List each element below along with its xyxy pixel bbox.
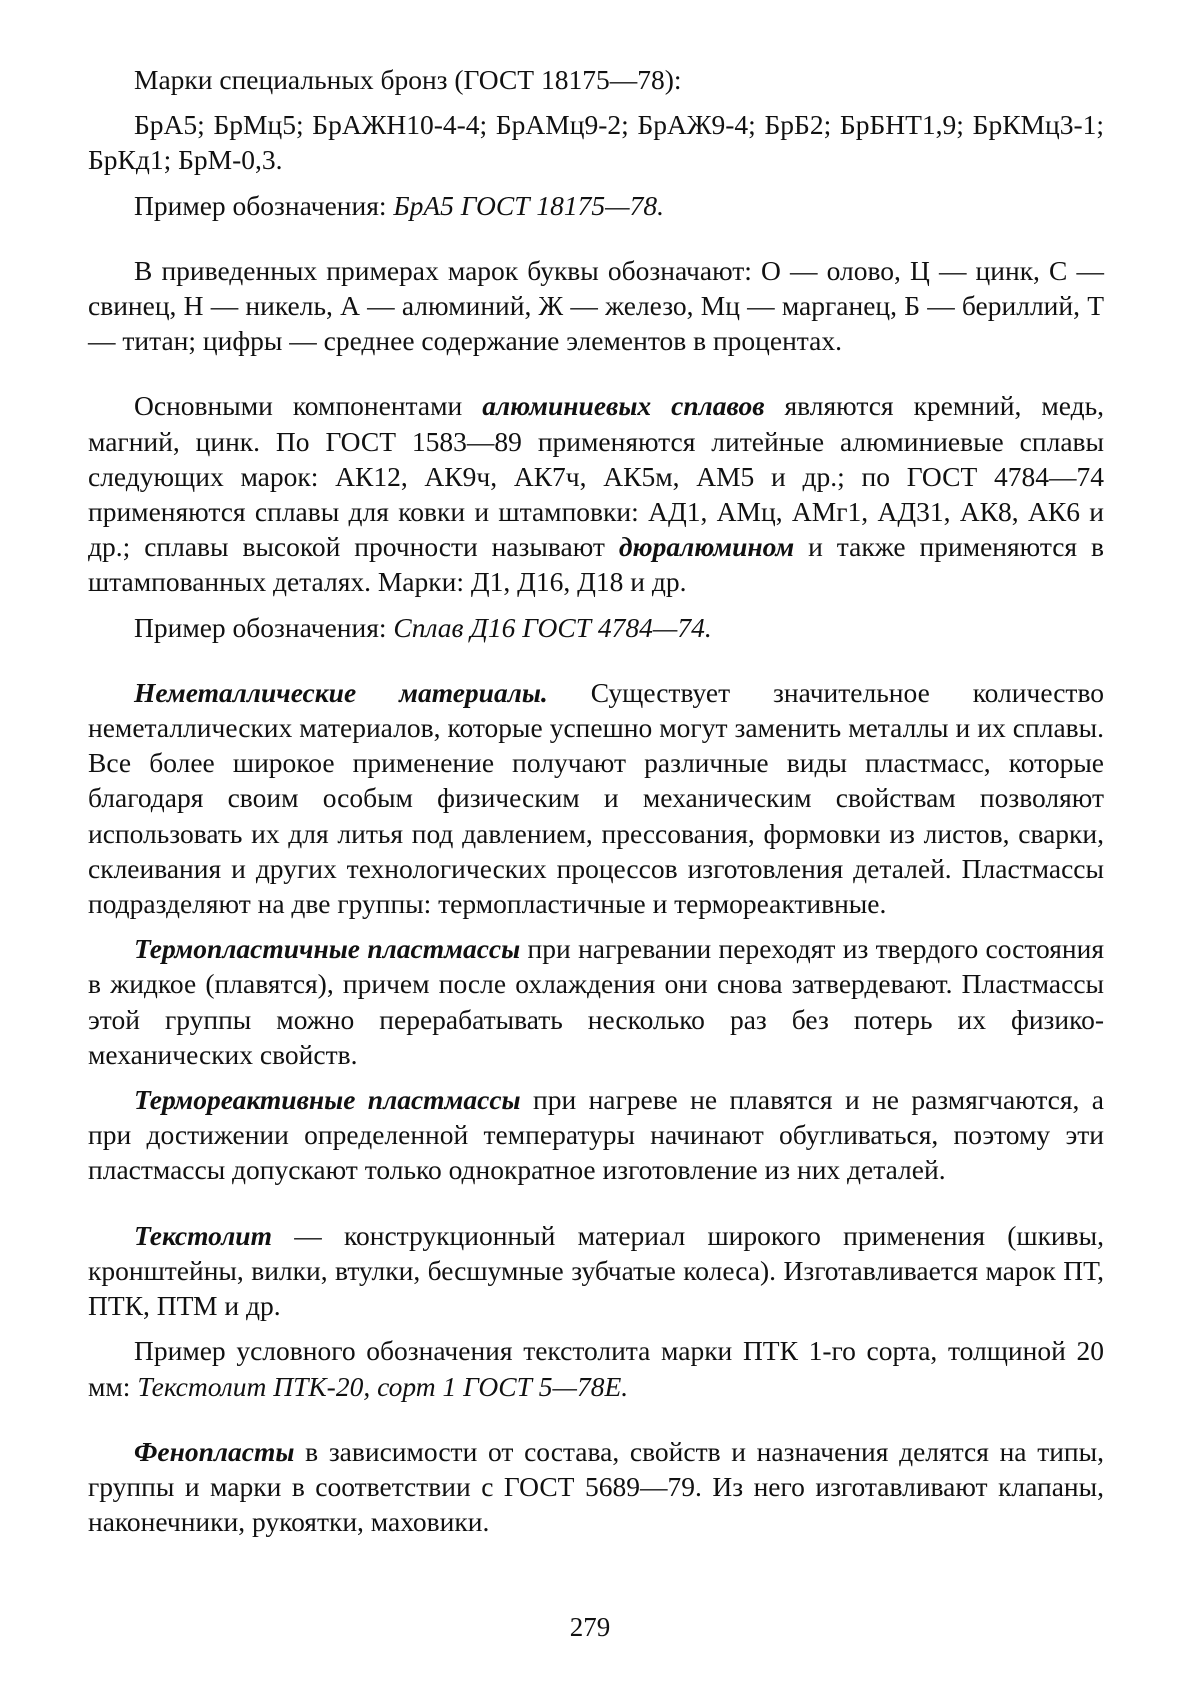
paragraph-letter-meanings: В приведенных примерах марок буквы обозначают: О — олово, Ц — цинк, С — свинец, Н — никель, А — алюминий, Ж — железо, Мц — марганец, Б — бериллий, Т — титан; цифры — среднее содержание элементов в процентах. [88, 254, 1104, 357]
paragraph-aluminium-alloys: Основными компонентами алюминиевых сплавов являются кремний, медь, магний, цинк. По ГОСТ 1583—89 применяются литейные алюминиевые сплавы следующих марок: АК12, АК9ч, АК7ч, АК5м, АМ5 и др.; по ГОСТ 4784—74 применяются сплавы для ковки и штамповки: АД1, АМц, АМг1, АД31, АК8, АК6 и др.; сплавы высокой прочности называют дюралюмином и также применяются в штампованных деталях. Марки: Д1, Д16, Д18 и др. [88, 390, 1104, 598]
paragraph-alloy-example: Пример обозначения: Сплав Д16 ГОСТ 4784—74. [134, 611, 712, 643]
paragraph-thermoplastics: Термопластичные пластмассы при нагревании переходят из твердого состояния в жидкое (плавятся), причем после охлаждения они снова затвердевают. Пластмассы этой группы можно перерабатывать несколько раз без потерь их физико-механических свойств. [88, 933, 1104, 1070]
page-body [88, 62, 1104, 1539]
paragraph-thermosets: Термореактивные пластмассы при нагреве не плавятся и не размягчаются, а при достижении определенной температуры начинают обугливаться, поэтому эти пластмассы допускают только однократное изготовление из них деталей. [88, 1084, 1104, 1186]
paragraph-textolite: Текстолит — конструкционный материал широкого применения (шкивы, кронштейны, вилки, втулки, бесшумные зубчатые колеса). Изготавливается марок ПТ, ПТК, ПТМ и др. [88, 1219, 1104, 1322]
page-number: 279 [569, 1612, 611, 1642]
paragraph-bronze-grades-list: БрА5; БрМц5; БрАЖН10-4-4; БрАМц9-2; БрАЖ9-4; БрБ2; БрБНТ1,9; БрКМц3-1; БрКд1; БрМ-0,3. [88, 109, 1104, 176]
paragraph-phenoplasts: Фенопласты в зависимости от состава, свойств и назначения делятся на типы, группы и марки в соответствии с ГОСТ 5689—79. Из него изготавливают клапаны, наконечники, рукоятки, маховики. [88, 1435, 1104, 1538]
paragraph-bronze-example: Пример обозначения: БрА5 ГОСТ 18175—78. [134, 189, 664, 221]
paragraph-textolite-example: Пример условного обозначения текстолита марки ПТК 1-го сорта, толщиной 20 мм: Текстолит ПТК-20, сорт 1 ГОСТ 5—78Е. [88, 1335, 1104, 1402]
paragraph-nonmetallic-materials: Неметаллические материалы. Существует значительное количество неметаллических материалов, которые успешно могут заменить металлы и их сплавы. Все более широкое применение получают различные виды пластмасс, которые благодаря своим особым физическим и механическим свойствам позволяют использовать их для литья под давлением, прессования, формовки из листов, сварки, склеивания и других технологических процессов изготовления деталей. Пластмассы подразделяют на две группы: термопластичные и термореактивные. [88, 676, 1104, 920]
paragraph-bronze-grades-title: Марки специальных бронз (ГОСТ 18175—78): [134, 64, 682, 95]
